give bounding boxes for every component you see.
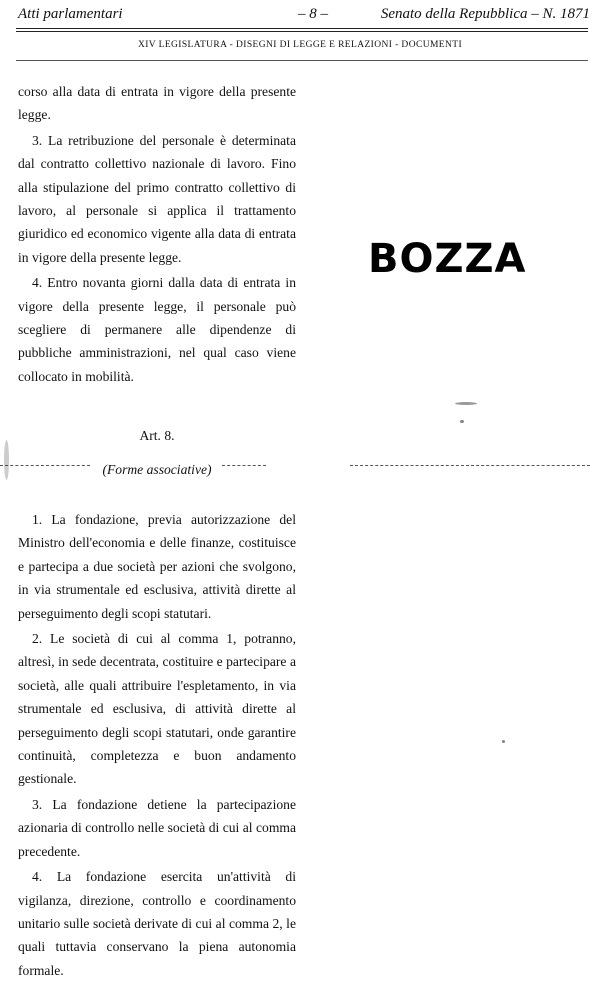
divider-right [350, 465, 590, 466]
draft-stamp: BOZZA [368, 236, 527, 282]
page-header [18, 6, 590, 24]
paragraph-comma-4: 4. Entro novanta giorni dalla data di entrata in vigore della presente legge, il personale può scegliere di permanere alle dipendenze di pubbliche amministrazioni, nel qual caso viene collocato in mobilità. [18, 275, 296, 384]
subheader-rule [16, 60, 588, 61]
article-comma-4: 4. La fondazione esercita un'attività di vigilanza, direzione, controllo e coordinamento unitario sulle società derivate di cui al comma 2, le quali tuttavia conservano la piena autonomia formale. [18, 869, 296, 978]
header-subtitle: XIV LEGISLATURA - DISEGNI DI LEGGE E RELAZIONI - DOCUMENTI [137, 40, 463, 50]
scan-speck [502, 740, 505, 743]
header-rule [16, 28, 588, 29]
header-rule-secondary [16, 31, 588, 32]
article-comma-1: 1. La fondazione, previa autorizzazione del Ministro dell'economia e delle finanze, costituisce e partecipa a due società per azioni che svolgono, in via strumentale ed esclusiva, attività dirette al perseguimento degli scopi statutari. [18, 512, 296, 621]
header-publication: Atti parlamentari [18, 6, 123, 22]
scan-speck [460, 420, 464, 423]
paragraph-comma-3: 3. La retribuzione del personale è determinata dal contratto collettivo nazionale di lavoro. Fino alla stipulazione del primo contratto collettivo di lavoro, al personale si applica il trattamento giuridico ed economico vigente alla data di entrata in vigore della presente legge. [18, 132, 296, 265]
header-page-number: – 8 – [298, 6, 328, 22]
scan-speck [455, 402, 477, 405]
article-subtitle: (Forme associative) [102, 462, 212, 477]
article-title: Art. 8. [139, 428, 175, 443]
paragraph-continuation: corso alla data di entrata in vigore della presente legge. [18, 84, 296, 123]
scan-speck [4, 440, 9, 480]
text-column-top [18, 80, 296, 390]
text-column-article [18, 508, 296, 984]
article-comma-3: 3. La fondazione detiene la partecipazione azionaria di controllo nelle società di cui al comma precedente. [18, 796, 296, 859]
article-comma-2: 2. Le società di cui al comma 1, potranno, altresì, in sede decentrata, costituire e partecipare a società, alle quali attribuire l'espletamento, in via strumentale ed esclusiva, di attività dirette al perseguimento degli scopi statutari, onde garantire continuità, completezza e buon andamento gestionale. [18, 631, 296, 787]
header-document-ref: Senato della Repubblica – N. 1871 [380, 6, 590, 22]
